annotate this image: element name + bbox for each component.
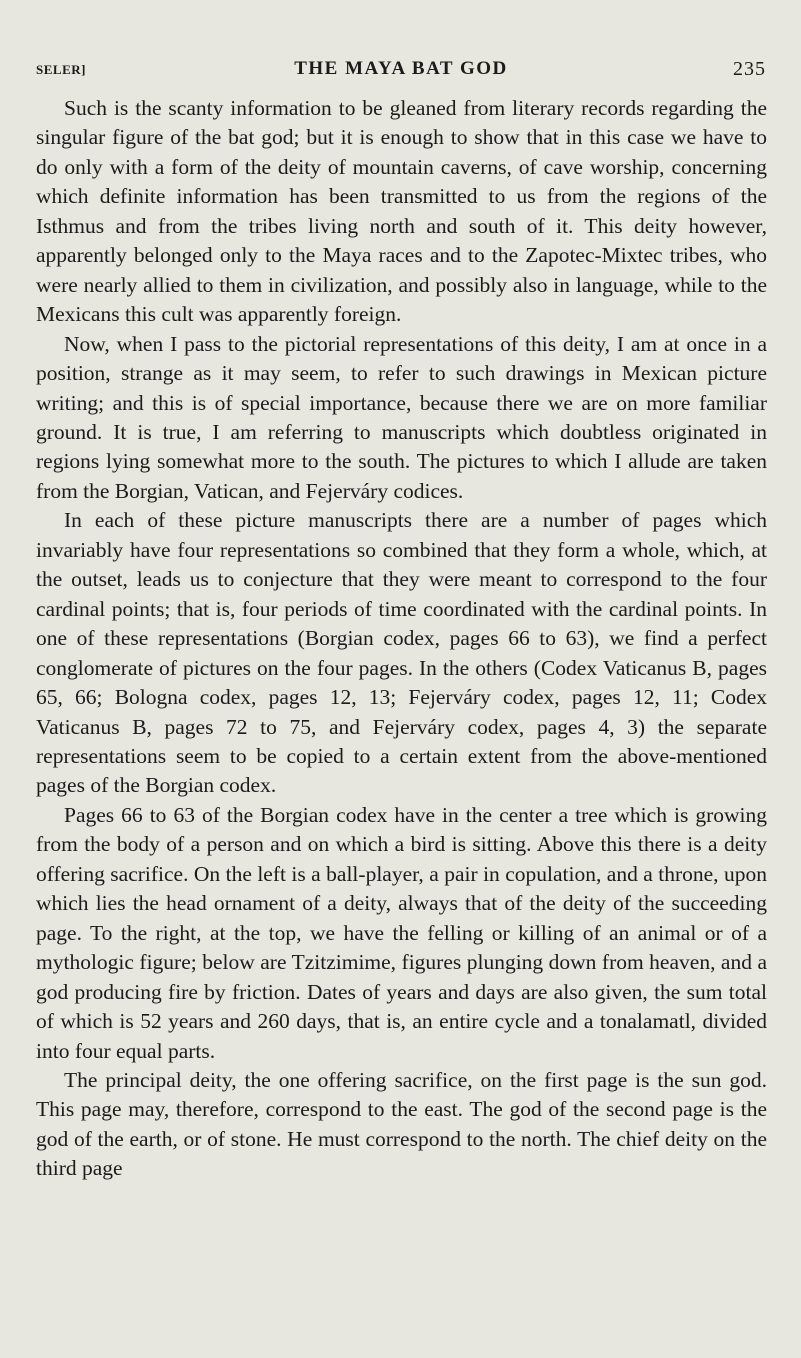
page-title: THE MAYA BAT GOD xyxy=(294,58,508,79)
paragraph: In each of these picture manuscripts there are a number of pages which invariably have four representations so combined that they form a whole, which, at the outset, leads us to conjecture that they were meant to correspond to the four cardinal points; that is, four periods of time coordinated with the cardinal points. In one of these representations (Borgian codex, pages 66 to 63), we find a perfect conglomerate of pictures on the four pages. In the others (Codex Vaticanus B, pages 65, 66; Bologna codex, pages 12, 13; Fejerváry codex, pages 12, 11; Codex Vaticanus B, pages 72 to 75, and Fejerváry codex, pages 4, 3) the separate representations seem to be copied to a certain extent from the above-mentioned pages of the Borgian codex. xyxy=(36,508,767,798)
body-text xyxy=(36,94,767,1184)
paragraph: The principal deity, the one offering sacrifice, on the first page is the sun god. This page may, therefore, correspond to the east. The god of the second page is the god of the earth, or of stone. He must correspond to the north. The chief deity on the third page xyxy=(36,1067,767,1181)
paragraph: Now, when I pass to the pictorial representations of this deity, I am at once in a position, strange as it may seem, to refer to such drawings in Mexican picture writing; and this is of special importance, because there we are on more familiar ground. It is true, I am referring to manuscripts which doubtless originated in regions lying somewhat more to the south. The pictures to which I allude are taken from the Borgian, Vatican, and Fejerváry codices. xyxy=(36,331,767,503)
paragraph: Pages 66 to 63 of the Borgian codex have in the center a tree which is growing from the body of a person and on which a bird is sitting. Above this there is a deity offering sacrifice. On the left is a ball-player, a pair in copulation, and a throne, upon which lies the head ornament of a deity, always that of the deity of the succeeding page. To the right, at the top, we have the felling or killing of an animal or of a mythologic figure; below are Tzitzimime, figures plunging down from heaven, and a god producing fire by friction. Dates of years and days are also given, the sum total of which is 52 years and 260 days, that is, an entire cycle and a tonalamatl, divided into four equal parts. xyxy=(36,802,767,1063)
author-label: SELER] xyxy=(36,62,86,77)
paragraph: Such is the scanty information to be gleaned from literary records regarding the singular figure of the bat god; but it is enough to show that in this case we have to do only with a form of the deity of mountain caverns, of cave worship, concerning which definite information has been transmitted to us from the regions of the Isthmus and from the tribes living north and south of it. This deity however, apparently belonged only to the Maya races and to the Zapotec-Mixtec tribes, who were nearly allied to them in civilization, and possibly also in language, while to the Mexicans this cult was apparently foreign. xyxy=(36,96,767,327)
page-number: 235 xyxy=(733,58,766,80)
running-header xyxy=(36,58,766,82)
